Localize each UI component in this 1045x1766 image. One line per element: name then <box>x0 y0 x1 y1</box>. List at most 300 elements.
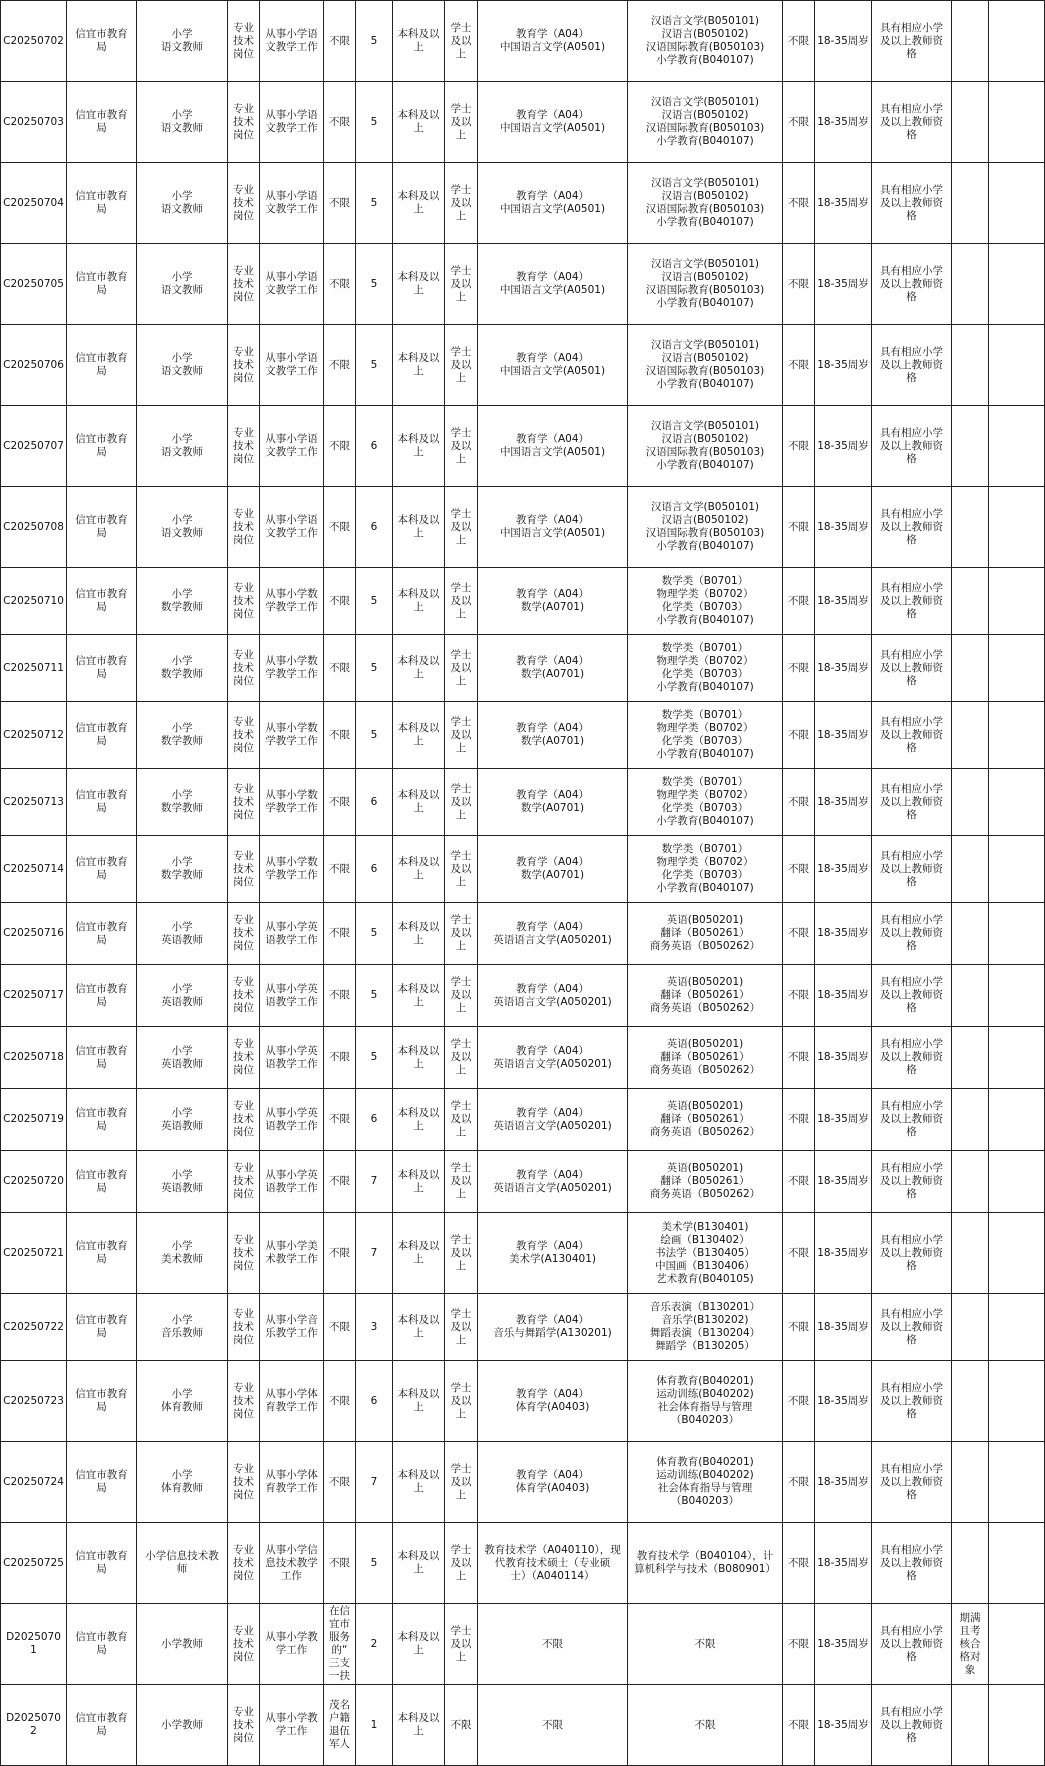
undergrad-major-cell: 汉语言文学(B050101) 汉语言(B050102) 汉语国际教育(B050103) 小学教育(B040107) <box>628 1 783 82</box>
headcount-cell: 6 <box>356 769 393 836</box>
post-type-cell: 专业 技术 岗位 <box>228 244 260 325</box>
post-code-cell: C20250703 <box>1 82 67 163</box>
other-req-cell: 不限 <box>783 325 815 406</box>
education-cell: 本科及以 上 <box>393 568 445 635</box>
condition-cell: 不限 <box>324 1027 356 1089</box>
duty-cell: 从事小学英 语教学工作 <box>260 1089 324 1151</box>
other-req-cell: 不限 <box>783 1685 815 1766</box>
extra-cell <box>989 635 1045 702</box>
post-type-cell: 专业 技术 岗位 <box>228 1089 260 1151</box>
table-row <box>1 1151 1045 1213</box>
undergrad-major-cell: 美术学(B130401) 绘画（B130402） 书法学（B130405） 中国画（B130406） 艺术教育(B040105) <box>628 1213 783 1294</box>
age-range-cell: 18-35周岁 <box>815 1523 872 1604</box>
post-code-cell: C20250707 <box>1 406 67 487</box>
post-code-cell: C20250712 <box>1 702 67 769</box>
degree-cell: 不限 <box>445 1685 478 1766</box>
duty-cell: 从事小学语 文教学工作 <box>260 1 324 82</box>
degree-cell: 学士 及以 上 <box>445 1361 478 1442</box>
education-cell: 本科及以 上 <box>393 1 445 82</box>
department-cell: 信宜市教育 局 <box>67 1089 137 1151</box>
degree-cell: 学士 及以 上 <box>445 568 478 635</box>
table-row <box>1 1 1045 82</box>
headcount-cell: 5 <box>356 1523 393 1604</box>
table-row <box>1 82 1045 163</box>
duty-cell: 从事小学语 文教学工作 <box>260 163 324 244</box>
department-cell: 信宜市教育 局 <box>67 1213 137 1294</box>
condition-cell: 在信 宜市 服务 的“ 三支 一扶 <box>324 1604 356 1685</box>
grad-major-cell: 教育学（A04） 英语语言文学(A050201) <box>478 1089 628 1151</box>
grad-major-cell: 不限 <box>478 1604 628 1685</box>
post-type-cell: 专业 技术 岗位 <box>228 903 260 965</box>
qualification-cell: 具有相应小学 及以上教师资 格 <box>872 487 952 568</box>
post-type-cell: 专业 技术 岗位 <box>228 568 260 635</box>
post-name-cell: 小学 数学教师 <box>137 568 228 635</box>
grad-major-cell: 不限 <box>478 1685 628 1766</box>
department-cell: 信宜市教育 局 <box>67 635 137 702</box>
degree-cell: 学士 及以 上 <box>445 1442 478 1523</box>
degree-cell: 学士 及以 上 <box>445 487 478 568</box>
post-name-cell: 小学 语文教师 <box>137 325 228 406</box>
post-name-cell: 小学 语文教师 <box>137 244 228 325</box>
other-req-cell: 不限 <box>783 836 815 903</box>
condition-cell: 不限 <box>324 1 356 82</box>
table-row <box>1 406 1045 487</box>
qualification-cell: 具有相应小学 及以上教师资 格 <box>872 1361 952 1442</box>
age-range-cell: 18-35周岁 <box>815 406 872 487</box>
note-cell <box>952 1523 989 1604</box>
post-name-cell: 小学 语文教师 <box>137 82 228 163</box>
post-code-cell: C20250714 <box>1 836 67 903</box>
undergrad-major-cell: 数学类（B0701） 物理学类（B0702） 化学类（B0703） 小学教育(B040107) <box>628 702 783 769</box>
qualification-cell: 具有相应小学 及以上教师资 格 <box>872 769 952 836</box>
post-type-cell: 专业 技术 岗位 <box>228 635 260 702</box>
qualification-cell: 具有相应小学 及以上教师资 格 <box>872 903 952 965</box>
headcount-cell: 5 <box>356 635 393 702</box>
age-range-cell: 18-35周岁 <box>815 1 872 82</box>
note-cell <box>952 1089 989 1151</box>
undergrad-major-cell: 数学类（B0701） 物理学类（B0702） 化学类（B0703） 小学教育(B040107) <box>628 635 783 702</box>
grad-major-cell: 教育学（A04） 数学(A0701) <box>478 769 628 836</box>
education-cell: 本科及以 上 <box>393 82 445 163</box>
post-name-cell: 小学 语文教师 <box>137 406 228 487</box>
education-cell: 本科及以 上 <box>393 1294 445 1361</box>
table-row <box>1 163 1045 244</box>
duty-cell: 从事小学语 文教学工作 <box>260 244 324 325</box>
other-req-cell: 不限 <box>783 965 815 1027</box>
post-type-cell: 专业 技术 岗位 <box>228 163 260 244</box>
post-type-cell: 专业 技术 岗位 <box>228 1151 260 1213</box>
headcount-cell: 7 <box>356 1151 393 1213</box>
department-cell: 信宜市教育 局 <box>67 903 137 965</box>
post-type-cell: 专业 技术 岗位 <box>228 1 260 82</box>
headcount-cell: 5 <box>356 1 393 82</box>
grad-major-cell: 教育学（A04） 数学(A0701) <box>478 568 628 635</box>
age-range-cell: 18-35周岁 <box>815 325 872 406</box>
qualification-cell: 具有相应小学 及以上教师资 格 <box>872 1151 952 1213</box>
duty-cell: 从事小学语 文教学工作 <box>260 82 324 163</box>
post-name-cell: 小学 美术教师 <box>137 1213 228 1294</box>
age-range-cell: 18-35周岁 <box>815 965 872 1027</box>
education-cell: 本科及以 上 <box>393 1523 445 1604</box>
qualification-cell: 具有相应小学 及以上教师资 格 <box>872 1027 952 1089</box>
table-row <box>1 903 1045 965</box>
note-cell <box>952 965 989 1027</box>
duty-cell: 从事小学美 术教学工作 <box>260 1213 324 1294</box>
education-cell: 本科及以 上 <box>393 1213 445 1294</box>
post-type-cell: 专业 技术 岗位 <box>228 702 260 769</box>
condition-cell: 不限 <box>324 406 356 487</box>
age-range-cell: 18-35周岁 <box>815 903 872 965</box>
post-code-cell: C20250725 <box>1 1523 67 1604</box>
grad-major-cell: 教育学（A04） 体育学(A0403) <box>478 1442 628 1523</box>
duty-cell: 从事小学英 语教学工作 <box>260 1151 324 1213</box>
qualification-cell: 具有相应小学 及以上教师资 格 <box>872 1442 952 1523</box>
grad-major-cell: 教育学（A04） 中国语言文学(A0501) <box>478 82 628 163</box>
extra-cell <box>989 1523 1045 1604</box>
post-name-cell: 小学 音乐教师 <box>137 1294 228 1361</box>
condition-cell: 不限 <box>324 635 356 702</box>
other-req-cell: 不限 <box>783 163 815 244</box>
post-type-cell: 专业 技术 岗位 <box>228 1213 260 1294</box>
age-range-cell: 18-35周岁 <box>815 487 872 568</box>
extra-cell <box>989 1685 1045 1766</box>
post-name-cell: 小学 数学教师 <box>137 769 228 836</box>
note-cell <box>952 1442 989 1523</box>
department-cell: 信宜市教育 局 <box>67 1151 137 1213</box>
degree-cell: 学士 及以 上 <box>445 702 478 769</box>
table-row <box>1 769 1045 836</box>
headcount-cell: 3 <box>356 1294 393 1361</box>
qualification-cell: 具有相应小学 及以上教师资 格 <box>872 702 952 769</box>
duty-cell: 从事小学教 学工作 <box>260 1604 324 1685</box>
post-code-cell: C20250718 <box>1 1027 67 1089</box>
department-cell: 信宜市教育 局 <box>67 1294 137 1361</box>
education-cell: 本科及以 上 <box>393 1604 445 1685</box>
other-req-cell: 不限 <box>783 702 815 769</box>
qualification-cell: 具有相应小学 及以上教师资 格 <box>872 1604 952 1685</box>
undergrad-major-cell: 英语(B050201) 翻译（B050261） 商务英语（B050262） <box>628 903 783 965</box>
note-cell: 期满 且考 核合 格对 象 <box>952 1604 989 1685</box>
other-req-cell: 不限 <box>783 487 815 568</box>
department-cell: 信宜市教育 局 <box>67 1604 137 1685</box>
duty-cell: 从事小学数 学教学工作 <box>260 836 324 903</box>
table-row <box>1 1442 1045 1523</box>
condition-cell: 不限 <box>324 702 356 769</box>
post-type-cell: 专业 技术 岗位 <box>228 1361 260 1442</box>
post-code-cell: C20250713 <box>1 769 67 836</box>
duty-cell: 从事小学数 学教学工作 <box>260 702 324 769</box>
degree-cell: 学士 及以 上 <box>445 82 478 163</box>
note-cell <box>952 1361 989 1442</box>
note-cell <box>952 1213 989 1294</box>
table-row <box>1 635 1045 702</box>
post-name-cell: 小学 数学教师 <box>137 635 228 702</box>
grad-major-cell: 教育学（A04） 中国语言文学(A0501) <box>478 1 628 82</box>
extra-cell <box>989 1604 1045 1685</box>
undergrad-major-cell: 数学类（B0701） 物理学类（B0702） 化学类（B0703） 小学教育(B040107) <box>628 568 783 635</box>
qualification-cell: 具有相应小学 及以上教师资 格 <box>872 1213 952 1294</box>
post-code-cell: C20250720 <box>1 1151 67 1213</box>
duty-cell: 从事小学音 乐教学工作 <box>260 1294 324 1361</box>
post-type-cell: 专业 技术 岗位 <box>228 1685 260 1766</box>
qualification-cell: 具有相应小学 及以上教师资 格 <box>872 965 952 1027</box>
condition-cell: 不限 <box>324 325 356 406</box>
grad-major-cell: 教育学（A04） 英语语言文学(A050201) <box>478 1027 628 1089</box>
headcount-cell: 5 <box>356 702 393 769</box>
age-range-cell: 18-35周岁 <box>815 836 872 903</box>
extra-cell <box>989 82 1045 163</box>
education-cell: 本科及以 上 <box>393 1151 445 1213</box>
age-range-cell: 18-35周岁 <box>815 1089 872 1151</box>
post-name-cell: 小学 英语教师 <box>137 1027 228 1089</box>
post-type-cell: 专业 技术 岗位 <box>228 836 260 903</box>
extra-cell <box>989 836 1045 903</box>
headcount-cell: 5 <box>356 163 393 244</box>
grad-major-cell: 教育技术学（A040110），现 代教育技术硕士（专业硕 士）（A040114） <box>478 1523 628 1604</box>
condition-cell: 不限 <box>324 1294 356 1361</box>
headcount-cell: 6 <box>356 487 393 568</box>
department-cell: 信宜市教育 局 <box>67 244 137 325</box>
post-code-cell: C20250705 <box>1 244 67 325</box>
condition-cell: 不限 <box>324 1089 356 1151</box>
table-row <box>1 836 1045 903</box>
condition-cell: 不限 <box>324 769 356 836</box>
post-code-cell: C20250708 <box>1 487 67 568</box>
condition-cell: 不限 <box>324 836 356 903</box>
post-type-cell: 专业 技术 岗位 <box>228 1442 260 1523</box>
table-row <box>1 568 1045 635</box>
department-cell: 信宜市教育 局 <box>67 1685 137 1766</box>
age-range-cell: 18-35周岁 <box>815 702 872 769</box>
department-cell: 信宜市教育 局 <box>67 1523 137 1604</box>
other-req-cell: 不限 <box>783 1361 815 1442</box>
note-cell <box>952 244 989 325</box>
condition-cell: 不限 <box>324 903 356 965</box>
headcount-cell: 5 <box>356 82 393 163</box>
age-range-cell: 18-35周岁 <box>815 163 872 244</box>
age-range-cell: 18-35周岁 <box>815 1361 872 1442</box>
post-type-cell: 专业 技术 岗位 <box>228 406 260 487</box>
table-row <box>1 1361 1045 1442</box>
other-req-cell: 不限 <box>783 82 815 163</box>
grad-major-cell: 教育学（A04） 音乐与舞蹈学(A130201) <box>478 1294 628 1361</box>
qualification-cell: 具有相应小学 及以上教师资 格 <box>872 1685 952 1766</box>
post-name-cell: 小学 数学教师 <box>137 836 228 903</box>
post-name-cell: 小学 语文教师 <box>137 163 228 244</box>
note-cell <box>952 163 989 244</box>
duty-cell: 从事小学英 语教学工作 <box>260 965 324 1027</box>
other-req-cell: 不限 <box>783 406 815 487</box>
condition-cell: 不限 <box>324 965 356 1027</box>
note-cell <box>952 406 989 487</box>
duty-cell: 从事小学语 文教学工作 <box>260 325 324 406</box>
qualification-cell: 具有相应小学 及以上教师资 格 <box>872 163 952 244</box>
age-range-cell: 18-35周岁 <box>815 769 872 836</box>
condition-cell: 不限 <box>324 487 356 568</box>
post-type-cell: 专业 技术 岗位 <box>228 1604 260 1685</box>
grad-major-cell: 教育学（A04） 数学(A0701) <box>478 836 628 903</box>
education-cell: 本科及以 上 <box>393 965 445 1027</box>
other-req-cell: 不限 <box>783 635 815 702</box>
post-type-cell: 专业 技术 岗位 <box>228 965 260 1027</box>
headcount-cell: 6 <box>356 406 393 487</box>
table-body <box>1 1 1045 1766</box>
post-type-cell: 专业 技术 岗位 <box>228 1027 260 1089</box>
undergrad-major-cell: 汉语言文学(B050101) 汉语言(B050102) 汉语国际教育(B050103) 小学教育(B040107) <box>628 487 783 568</box>
extra-cell <box>989 244 1045 325</box>
extra-cell <box>989 1294 1045 1361</box>
degree-cell: 学士 及以 上 <box>445 635 478 702</box>
post-code-cell: C20250724 <box>1 1442 67 1523</box>
duty-cell: 从事小学信 息技术教学 工作 <box>260 1523 324 1604</box>
degree-cell: 学士 及以 上 <box>445 163 478 244</box>
extra-cell <box>989 1027 1045 1089</box>
post-type-cell: 专业 技术 岗位 <box>228 487 260 568</box>
post-code-cell: C20250716 <box>1 903 67 965</box>
age-range-cell: 18-35周岁 <box>815 1604 872 1685</box>
headcount-cell: 5 <box>356 244 393 325</box>
table-row <box>1 1213 1045 1294</box>
education-cell: 本科及以 上 <box>393 1027 445 1089</box>
other-req-cell: 不限 <box>783 1089 815 1151</box>
table-row <box>1 1294 1045 1361</box>
post-type-cell: 专业 技术 岗位 <box>228 769 260 836</box>
extra-cell <box>989 1151 1045 1213</box>
degree-cell: 学士 及以 上 <box>445 1213 478 1294</box>
degree-cell: 学士 及以 上 <box>445 1027 478 1089</box>
duty-cell: 从事小学体 育教学工作 <box>260 1361 324 1442</box>
note-cell <box>952 1151 989 1213</box>
undergrad-major-cell: 体育教育(B040201) 运动训练(B040202) 社会体育指导与管理 （B040203） <box>628 1361 783 1442</box>
headcount-cell: 5 <box>356 1027 393 1089</box>
undergrad-major-cell: 汉语言文学(B050101) 汉语言(B050102) 汉语国际教育(B050103) 小学教育(B040107) <box>628 325 783 406</box>
education-cell: 本科及以 上 <box>393 406 445 487</box>
degree-cell: 学士 及以 上 <box>445 965 478 1027</box>
post-name-cell: 小学 体育教师 <box>137 1361 228 1442</box>
undergrad-major-cell: 不限 <box>628 1685 783 1766</box>
headcount-cell: 5 <box>356 325 393 406</box>
education-cell: 本科及以 上 <box>393 769 445 836</box>
condition-cell: 不限 <box>324 163 356 244</box>
extra-cell <box>989 568 1045 635</box>
condition-cell: 不限 <box>324 1151 356 1213</box>
extra-cell <box>989 1361 1045 1442</box>
post-name-cell: 小学 体育教师 <box>137 1442 228 1523</box>
grad-major-cell: 教育学（A04） 中国语言文学(A0501) <box>478 325 628 406</box>
education-cell: 本科及以 上 <box>393 836 445 903</box>
education-cell: 本科及以 上 <box>393 487 445 568</box>
department-cell: 信宜市教育 局 <box>67 163 137 244</box>
degree-cell: 学士 及以 上 <box>445 1294 478 1361</box>
age-range-cell: 18-35周岁 <box>815 635 872 702</box>
age-range-cell: 18-35周岁 <box>815 1685 872 1766</box>
qualification-cell: 具有相应小学 及以上教师资 格 <box>872 568 952 635</box>
note-cell <box>952 635 989 702</box>
other-req-cell: 不限 <box>783 1294 815 1361</box>
condition-cell: 不限 <box>324 82 356 163</box>
note-cell <box>952 1685 989 1766</box>
degree-cell: 学士 及以 上 <box>445 836 478 903</box>
degree-cell: 学士 及以 上 <box>445 1 478 82</box>
post-name-cell: 小学 英语教师 <box>137 1151 228 1213</box>
education-cell: 本科及以 上 <box>393 163 445 244</box>
education-cell: 本科及以 上 <box>393 325 445 406</box>
undergrad-major-cell: 不限 <box>628 1604 783 1685</box>
qualification-cell: 具有相应小学 及以上教师资 格 <box>872 244 952 325</box>
extra-cell <box>989 1 1045 82</box>
undergrad-major-cell: 汉语言文学(B050101) 汉语言(B050102) 汉语国际教育(B050103) 小学教育(B040107) <box>628 163 783 244</box>
age-range-cell: 18-35周岁 <box>815 1442 872 1523</box>
headcount-cell: 5 <box>356 965 393 1027</box>
table-row <box>1 702 1045 769</box>
duty-cell: 从事小学英 语教学工作 <box>260 903 324 965</box>
undergrad-major-cell: 英语(B050201) 翻译（B050261） 商务英语（B050262） <box>628 1089 783 1151</box>
qualification-cell: 具有相应小学 及以上教师资 格 <box>872 1294 952 1361</box>
extra-cell <box>989 487 1045 568</box>
note-cell <box>952 82 989 163</box>
note-cell <box>952 1027 989 1089</box>
undergrad-major-cell: 音乐表演（B130201） 音乐学(B130202) 舞蹈表演（B130204） 舞蹈学（B130205） <box>628 1294 783 1361</box>
table-row <box>1 1685 1045 1766</box>
education-cell: 本科及以 上 <box>393 1442 445 1523</box>
post-code-cell: C20250723 <box>1 1361 67 1442</box>
other-req-cell: 不限 <box>783 568 815 635</box>
post-code-cell: C20250711 <box>1 635 67 702</box>
age-range-cell: 18-35周岁 <box>815 1027 872 1089</box>
education-cell: 本科及以 上 <box>393 1685 445 1766</box>
post-name-cell: 小学 英语教师 <box>137 965 228 1027</box>
department-cell: 信宜市教育 局 <box>67 1442 137 1523</box>
note-cell <box>952 1 989 82</box>
condition-cell: 不限 <box>324 568 356 635</box>
undergrad-major-cell: 数学类（B0701） 物理学类（B0702） 化学类（B0703） 小学教育(B040107) <box>628 836 783 903</box>
post-name-cell: 小学 英语教师 <box>137 1089 228 1151</box>
table-row <box>1 965 1045 1027</box>
table-row <box>1 325 1045 406</box>
degree-cell: 学士 及以 上 <box>445 1604 478 1685</box>
age-range-cell: 18-35周岁 <box>815 1213 872 1294</box>
post-code-cell: C20250710 <box>1 568 67 635</box>
headcount-cell: 2 <box>356 1604 393 1685</box>
table-row <box>1 1027 1045 1089</box>
undergrad-major-cell: 英语(B050201) 翻译（B050261） 商务英语（B050262） <box>628 965 783 1027</box>
post-code-cell: D20250701 <box>1 1604 67 1685</box>
other-req-cell: 不限 <box>783 1604 815 1685</box>
qualification-cell: 具有相应小学 及以上教师资 格 <box>872 836 952 903</box>
note-cell <box>952 903 989 965</box>
table-row <box>1 1089 1045 1151</box>
table-row <box>1 487 1045 568</box>
department-cell: 信宜市教育 局 <box>67 1 137 82</box>
degree-cell: 学士 及以 上 <box>445 769 478 836</box>
note-cell <box>952 836 989 903</box>
condition-cell: 不限 <box>324 1361 356 1442</box>
condition-cell: 不限 <box>324 244 356 325</box>
table-row <box>1 244 1045 325</box>
department-cell: 信宜市教育 局 <box>67 82 137 163</box>
duty-cell: 从事小学语 文教学工作 <box>260 487 324 568</box>
table-row <box>1 1523 1045 1604</box>
post-type-cell: 专业 技术 岗位 <box>228 1523 260 1604</box>
education-cell: 本科及以 上 <box>393 702 445 769</box>
note-cell <box>952 1294 989 1361</box>
degree-cell: 学士 及以 上 <box>445 903 478 965</box>
post-code-cell: C20250719 <box>1 1089 67 1151</box>
grad-major-cell: 教育学（A04） 体育学(A0403) <box>478 1361 628 1442</box>
degree-cell: 学士 及以 上 <box>445 1523 478 1604</box>
qualification-cell: 具有相应小学 及以上教师资 格 <box>872 635 952 702</box>
age-range-cell: 18-35周岁 <box>815 1294 872 1361</box>
